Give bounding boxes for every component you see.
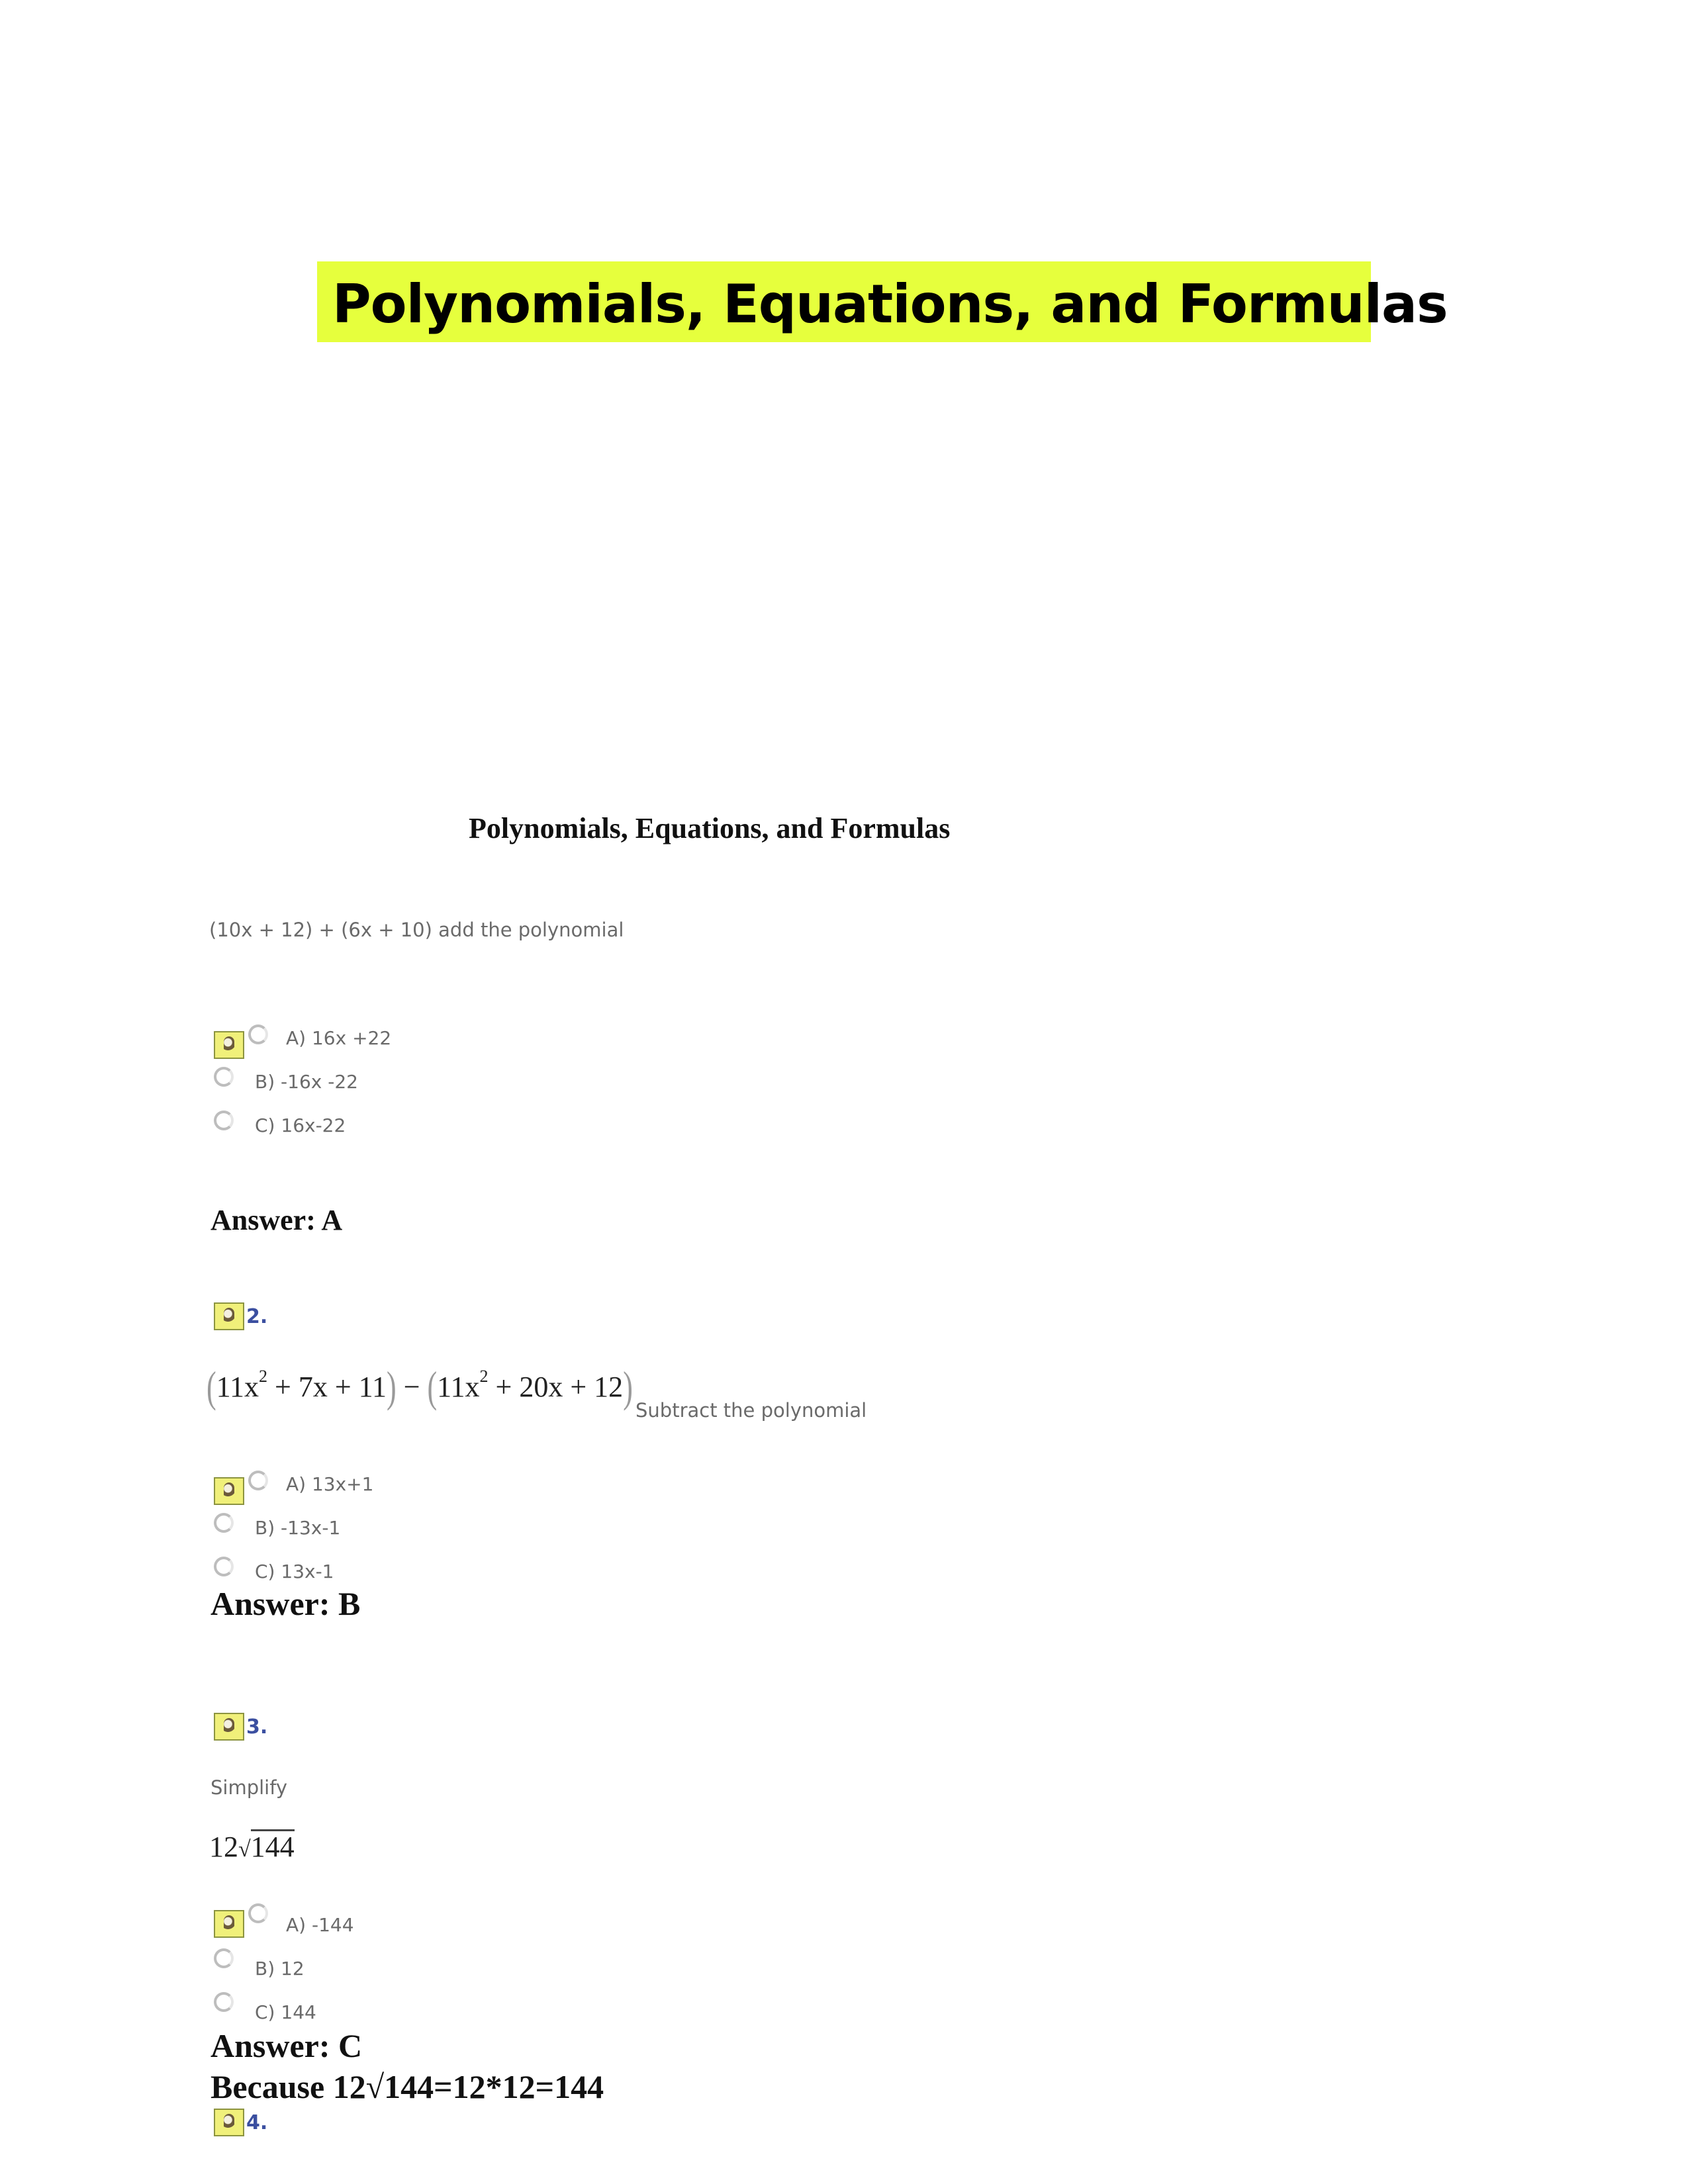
page-title: Polynomials, Equations, and Formulas: [332, 273, 1448, 335]
radio-q1-option-c[interactable]: [214, 1111, 234, 1130]
expr-term: + 20x + 12: [488, 1371, 624, 1403]
question-1-prompt: (10x + 12) + (6x + 10) add the polynomial: [209, 919, 624, 941]
q2-option-c-label: C) 13x-1: [255, 1561, 334, 1582]
paren-open: (: [207, 1362, 216, 1412]
expr-term: 11x: [216, 1371, 259, 1403]
radio-q1-option-a[interactable]: [248, 1024, 268, 1044]
question-help-icon[interactable]: [214, 1477, 244, 1505]
q3-option-c-label: C) 144: [255, 2001, 316, 2023]
question-help-icon[interactable]: [214, 1713, 244, 1741]
q3-option-a-label: A) -144: [286, 1914, 354, 1936]
question-help-icon[interactable]: [214, 1302, 244, 1330]
question-3-prompt: Simplify: [211, 1776, 288, 1799]
q2-option-b-label: B) -13x-1: [255, 1517, 341, 1539]
q2-option-a-label: A) 13x+1: [286, 1473, 374, 1495]
expr-exponent: 2: [259, 1367, 268, 1387]
q1-option-c-label: C) 16x-22: [255, 1115, 346, 1136]
radio-q2-option-a[interactable]: [248, 1471, 268, 1490]
q3-explanation: Because 12√144=12*12=144: [211, 2068, 604, 2105]
radio-q1-option-b[interactable]: [214, 1067, 234, 1087]
q3-option-b-label: B) 12: [255, 1958, 305, 1979]
expr-exponent: 2: [479, 1367, 489, 1387]
expr-term: + 7x + 11: [267, 1371, 387, 1403]
q1-answer: Answer: A: [211, 1204, 343, 1236]
q1-option-a-label: A) 16x +22: [286, 1027, 392, 1049]
question-help-icon[interactable]: [214, 2109, 244, 2136]
question-2-expression: [207, 1362, 633, 1412]
q3-answer: Answer: C: [211, 2027, 363, 2064]
radio-q3-option-a[interactable]: [248, 1903, 268, 1923]
radio-q2-option-c[interactable]: [214, 1557, 234, 1576]
question-3-number: 3.: [246, 1715, 268, 1739]
radio-q2-option-b[interactable]: [214, 1513, 234, 1533]
question-help-icon[interactable]: [214, 1031, 244, 1059]
expr-radicand: 144: [250, 1831, 295, 1863]
expr-term: 11x: [437, 1371, 480, 1403]
expr-coefficient: 12: [209, 1831, 238, 1863]
q1-option-b-label: B) -16x -22: [255, 1071, 358, 1093]
question-4-number: 4.: [246, 2111, 268, 2134]
question-2-prompt: Subtract the polynomial: [635, 1399, 867, 1422]
question-2-number: 2.: [246, 1305, 268, 1328]
paren-close: ): [623, 1362, 633, 1412]
radio-q3-option-b[interactable]: [214, 1948, 234, 1968]
question-3-expression: [209, 1829, 295, 1864]
radical-sign: √: [238, 1837, 251, 1862]
paren-close: ): [387, 1362, 397, 1412]
expr-minus: −: [403, 1371, 420, 1403]
q2-answer: Answer: B: [211, 1585, 361, 1622]
radio-q3-option-c[interactable]: [214, 1992, 234, 2012]
embedded-heading: Polynomials, Equations, and Formulas: [469, 812, 951, 844]
paren-open: (: [427, 1362, 438, 1412]
question-help-icon[interactable]: [214, 1910, 244, 1938]
